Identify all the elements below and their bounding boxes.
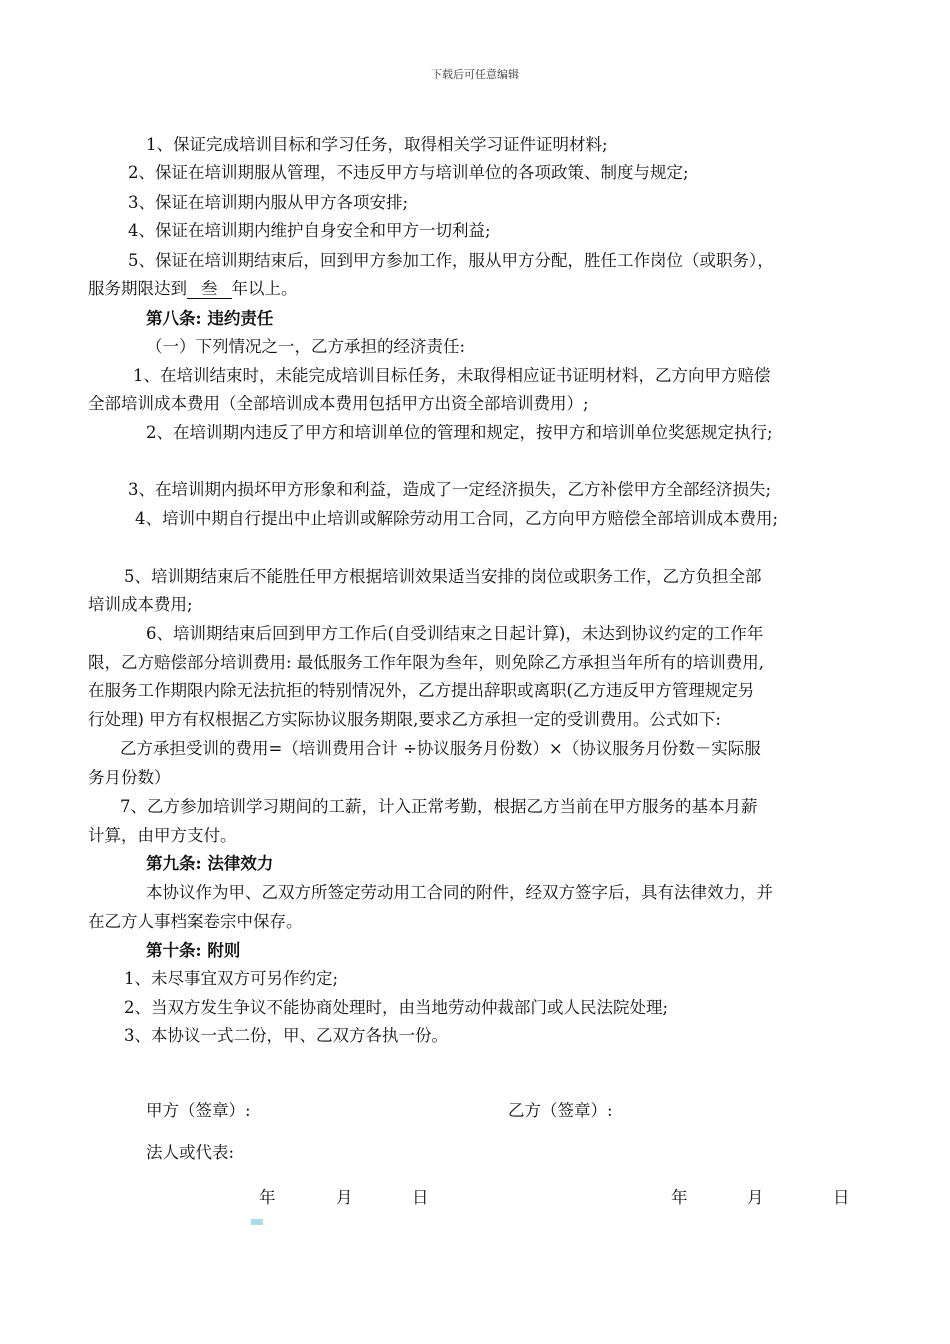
article-8-clause-7a: 7、乙方参加培训学习期间的工薪，计入正常考勤，根据乙方当前在甲方服务的基本月薪 [120,797,758,816]
article-8-subtitle: （一）下列情况之一，乙方承担的经济责任: [146,337,466,356]
party-a-date-month: 月 [336,1188,353,1207]
article-9-text-b: 在乙方人事档案卷宗中保存。 [88,912,303,931]
text-cursor-highlight [251,1219,263,1225]
article-8-clause-2: 2、在培训期内违反了甲方和培训单位的管理和规定，按甲方和培训单位奖惩规定执行; [146,423,773,442]
page-header: 下载后可任意编辑 [431,68,519,81]
legal-representative-label: 法人或代表: [146,1143,235,1162]
party-b-date-day: 日 [833,1188,850,1207]
article-10-item-3: 3、本协议一式二份，甲、乙双方各执一份。 [124,1026,448,1045]
duty-item-4: 4、保证在培训期内维护自身安全和甲方一切利益; [128,221,491,240]
article-8-clause-5b: 培训成本费用; [88,595,193,614]
service-period-line [88,278,298,300]
party-a-date-year: 年 [259,1188,276,1207]
service-years-blank: 叁 [187,280,232,299]
duty-item-2: 2、保证在培训期服从管理，不违反甲方与培训单位的各项政策、制度与规定; [128,163,689,182]
article-8-clause-6a: 6、培训期结束后回到甲方工作后(自受训结束之日起计算)，未达到协议约定的工作年 [146,624,764,643]
duty-item-1: 1、保证完成培训目标和学习任务，取得相关学习证件证明材料; [146,135,608,154]
article-10-title: 第十条: 附则 [146,941,241,960]
article-8-clause-6b: 限，乙方赔偿部分培训费用: 最低服务工作年限为叁年，则免除乙方承担当年所有的培训费用, [88,653,765,672]
duty-item-3: 3、保证在培训期内服从甲方各项安排; [128,193,409,212]
article-10-item-2: 2、当双方发生争议不能协商处理时，由当地劳动仲裁部门或人民法院处理; [124,998,669,1017]
article-8-clause-7b: 计算，由甲方支付。 [88,826,237,845]
article-9-text-a: 本协议作为甲、乙双方所签定劳动用工合同的附件，经双方签字后，具有法律效力，并 [146,883,773,902]
service-prefix: 服务期限达到 [88,279,187,298]
article-8-clause-4: 4、培训中期自行提出中止培训或解除劳动用工合同，乙方向甲方赔偿全部培训成本费用; [135,509,779,528]
article-8-clause-1a: 1、在培训结束时，未能完成培训目标任务，未取得相应证书证明材料，乙方向甲方赔偿 [133,366,771,385]
party-b-signature-label: 乙方（签章）: [508,1101,613,1120]
party-a-signature-label: 甲方（签章）: [146,1101,251,1120]
party-a-date-day: 日 [412,1188,429,1207]
party-b-date-month: 月 [747,1188,764,1207]
article-8-formula-a: 乙方承担受训的费用=（培训费用合计 ÷协议服务月份数）×（协议服务月份数－实际服 [120,739,761,758]
article-9-title: 第九条: 法律效力 [146,854,274,873]
duty-item-5: 5、保证在培训期结束后，回到甲方参加工作，服从甲方分配，胜任工作岗位（或职务）， [128,251,774,270]
service-suffix: 年以上。 [231,279,298,298]
article-8-clause-1b: 全部培训成本费用（全部培训成本费用包括甲方出资全部培训费用）; [88,394,589,413]
article-8-clause-3: 3、在培训期内损坏甲方形象和利益，造成了一定经济损失，乙方补偿甲方全部经济损失; [128,480,772,499]
article-10-item-1: 1、未尽事宜双方可另作约定; [124,969,339,988]
article-8-clause-6c: 在服务工作期限内除无法抗拒的特别情况外，乙方提出辞职或离职(乙方违反甲方管理规定另 [88,681,755,700]
article-8-clause-5a: 5、培训期结束后不能胜任甲方根据培训效果适当安排的岗位或职务工作，乙方负担全部 [124,567,762,586]
article-8-title: 第八条: 违约责任 [146,309,274,328]
article-8-formula-b: 务月份数） [88,768,171,787]
party-b-date-year: 年 [671,1188,688,1207]
article-8-clause-6d: 行处理) 甲方有权根据乙方实际协议服务期限,要求乙方承担一定的受训费用。公式如下: [88,710,721,729]
